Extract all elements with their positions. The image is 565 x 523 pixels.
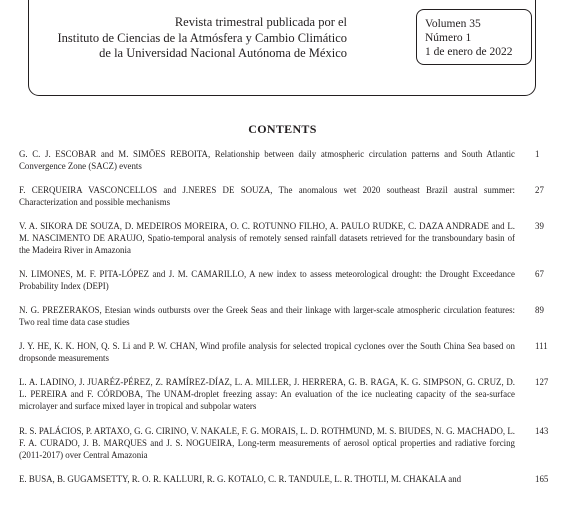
toc-entry[interactable] <box>19 341 565 377</box>
toc-entry-citation: L. A. LADINO, J. JUARÉZ-PÉREZ, Z. RAMÍREZ-DÍAZ, L. A. MILLER, J. HERRERA, G. B. RAGA, K. G. SIMPSON, G. CRUZ, D. L. PEREIRA and F. CÓRDOBA, The UNAM-droplet freezing assay: An evaluation of the ice nucleating capacity of the sea-surface microlayer and surface mixed layer in tropical and subpolar waters <box>19 377 515 412</box>
publisher-line-2: Instituto de Ciencias de la Atmósfera y Cambio Climático <box>57 30 347 45</box>
toc-entry-citation: N. G. PREZERAKOS, Etesian winds outbursts over the Greek Seas and their linkage with larger-scale atmospheric circulation features: Two real time data case studies <box>19 305 515 328</box>
toc-entry[interactable] <box>19 221 565 269</box>
toc-entry-page: 27 <box>535 185 544 195</box>
toc-entry-citation: F. CERQUEIRA VASCONCELLOS and J.NERES DE SOUZA, The anomalous wet 2020 southeast Brazil austral summer: Characterization and possible mechanisms <box>19 185 515 207</box>
toc-entry-citation: N. LIMONES, M. F. PITA-LÓPEZ and J. M. CAMARILLO, A new index to assess meteorological drought: the Drought Exceedance Probability Index (DEPI) <box>19 269 515 292</box>
toc-entry-citation: E. BUSA, B. GUGAMSETTY, R. O. R. KALLURI, R. G. KOTALO, C. R. TANDULE, L. R. THOTLI, M. CHAKALA and <box>19 474 462 485</box>
toc-entry[interactable] <box>19 474 565 522</box>
toc-entry[interactable] <box>19 269 565 305</box>
toc-entry[interactable] <box>19 305 565 341</box>
volume-label: Volumen 35 <box>425 18 481 30</box>
toc-entry[interactable] <box>19 185 565 221</box>
table-of-contents <box>19 149 565 523</box>
publisher-line-3: de la Universidad Nacional Autónoma de México <box>99 46 347 60</box>
issue-info-box <box>416 9 532 65</box>
toc-entry-page: 127 <box>535 377 549 388</box>
issue-date: 1 de enero de 2022 <box>425 46 513 58</box>
toc-entry[interactable] <box>19 377 565 425</box>
toc-entry-page: 111 <box>535 341 548 352</box>
toc-entry-page: 1 <box>535 149 540 159</box>
journal-header-box <box>28 0 536 96</box>
publisher-line-1: Revista trimestral publicada por el <box>174 15 347 29</box>
publisher-statement <box>57 15 347 62</box>
toc-entry-citation: G. C. J. ESCOBAR and M. SIMÕES REBOITA, Relationship between daily atmospheric circulation patterns and South Atlantic Convergence Zone (SACZ) events <box>19 149 515 171</box>
contents-heading: CONTENTS <box>248 122 317 136</box>
toc-entry[interactable] <box>19 149 565 185</box>
toc-entry-page: 143 <box>535 425 549 436</box>
number-label: Número 1 <box>425 32 472 44</box>
toc-entry-citation: J. Y. HE, K. K. HON, Q. S. Li and P. W. CHAN, Wind profile analysis for selected tropical cyclones over the South China Sea based on dropsonde measurements <box>19 341 515 364</box>
toc-entry-page: 89 <box>535 305 544 316</box>
toc-entry-page: 39 <box>535 221 544 231</box>
toc-entry-citation: V. A. SIKORA DE SOUZA, D. MEDEIROS MOREIRA, O. C. ROTUNNO FILHO, A. PAULO RUDKE, C. DAZA ANDRADE and L. M. NASCIMENTO DE ARAUJO, Spatio-temporal analysis of remotely sensed rainfall datasets retrieved for the transboundary basin of the Madeira River in Amazonia <box>19 221 515 255</box>
toc-entry-page: 165 <box>535 474 549 485</box>
toc-entry[interactable] <box>19 426 565 474</box>
toc-entry-citation: R. S. PALÁCIOS, P. ARTAXO, G. G. CIRINO, V. NAKALE, F. G. MORAIS, L. D. ROTHMUND, M. S. BIUDES, N. G. MACHADO, L. F. A. CURADO, J. B. MARQUES and J. S. NOGUEIRA, Long-term measurements of aerosol optical properties and radiative forcing (2011-2017) over Central Amazonia <box>19 425 515 460</box>
toc-entry-page: 67 <box>535 269 544 280</box>
